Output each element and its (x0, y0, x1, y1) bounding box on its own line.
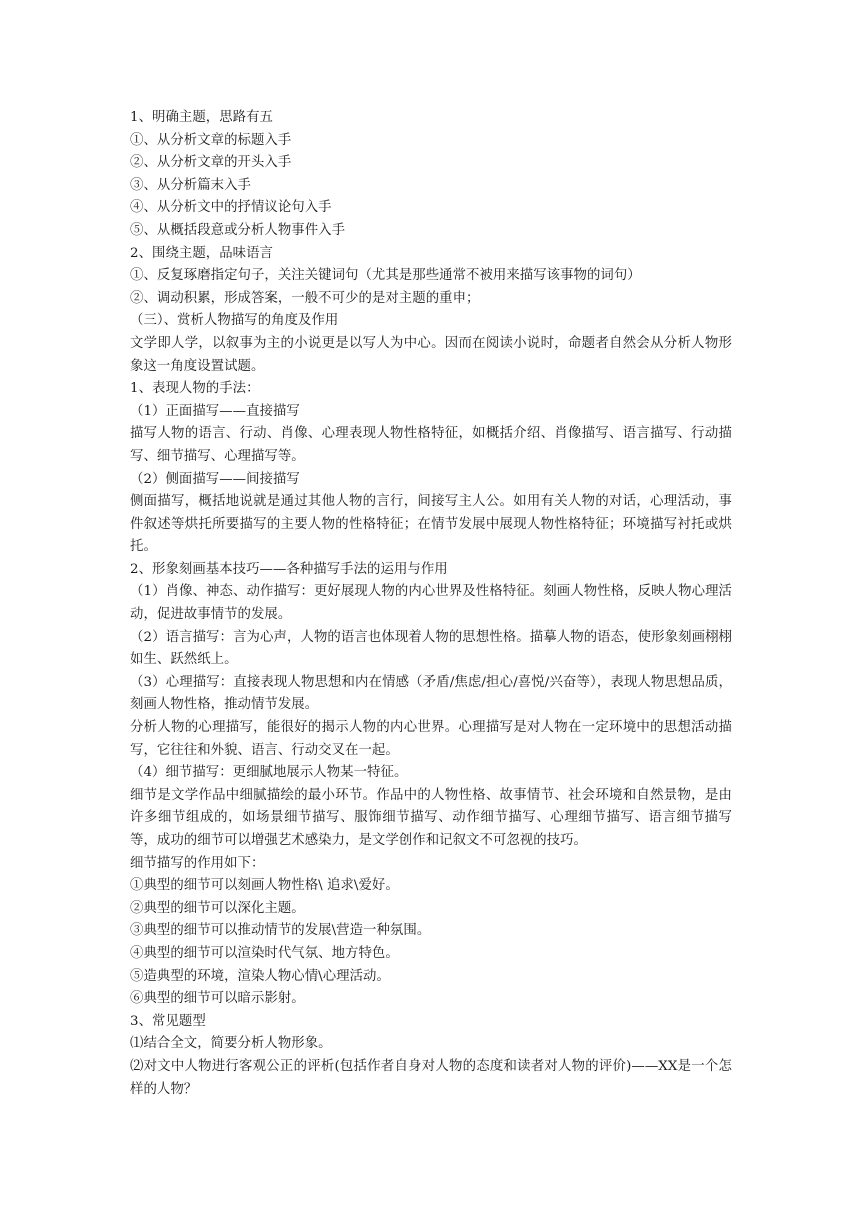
list-item: ④典型的细节可以渲染时代气氛、地方特色。 (130, 945, 399, 961)
paragraph: 描写人物的语言、行动、肖像、心理表现人物性格特征，如概括介绍、肖像描写、语言描写、行动描写、细节描写、心理描写等。 (130, 426, 732, 464)
list-item: ⑵对文中人物进行客观公正的评析(包括作者自身对人物的态度和读者对人物的评价)——XX是一个怎样的人物？ (130, 1058, 732, 1097)
document-body (130, 107, 732, 1101)
heading-techniques: 1、表现人物的手法： (130, 381, 260, 397)
list-item: ①、从分析文章的标题入手 (130, 132, 292, 148)
section-heading-character-description: （三）、赏析人物描写的角度及作用 (130, 313, 339, 329)
list-item: ⑤、从概括段意或分析人物事件入手 (130, 222, 346, 238)
heading-image-techniques: 2、形象刻画基本技巧——各种描写手法的运用与作用 (130, 561, 448, 577)
list-item: ④、从分析文中的抒情议论句入手 (130, 200, 332, 216)
list-item: ③典型的细节可以推动情节的发展\营造一种氛围。 (130, 923, 431, 939)
list-item: ②典型的细节可以深化主题。 (130, 900, 305, 916)
list-item: ⑤造典型的环境，渲染人物心情\心理活动。 (130, 968, 390, 984)
paragraph: 侧面描写，概括地说就是通过其他人物的言行，间接写主人公。如用有关人物的对话，心理活动，事件叙述等烘托所要描写的主要人物的性格特征；在情节发展中展现人物性格特征；环境描写衬托或烘托。 (130, 494, 732, 555)
paragraph: 细节是文学作品中细腻描绘的最小环节。作品中的人物性格、故事情节、社会环境和自然景物，是由许多细节组成的，如场景细节描写、服饰细节描写、动作细节描写、心理细节描写、语言细节描写等，成功的细节可以增强艺术感染力，是文学创作和记叙文不可忽视的技巧。 (130, 787, 732, 848)
heading-savor-language: 2、围绕主题，品味语言 (130, 245, 273, 261)
list-item: ②、从分析文章的开头入手 (130, 155, 292, 171)
list-item: ⑥典型的细节可以暗示影射。 (130, 991, 305, 1007)
paragraph: （1）肖像、神态、动作描写：更好展现人物的内心世界及性格特征。刻画人物性格，反映人物心理活动，促进故事情节的发展。 (130, 584, 732, 623)
list-item: ①、反复琢磨指定句子，关注关键词句（尤其是那些通常不被用来描写该事物的词句） (130, 268, 641, 284)
list-item: ⑴结合全文，简要分析人物形象。 (130, 1036, 332, 1052)
list-item: ③、从分析篇末入手 (130, 177, 251, 193)
heading-clarify-theme: 1、明确主题，思路有五 (130, 110, 273, 125)
detail-functions-intro: 细节描写的作用如下： (130, 855, 265, 871)
paragraph: （3）心理描写：直接表现人物思想和内在情感（矛盾/焦虑/担心/喜悦/兴奋等），表现人物思想品质，刻画人物性格，推动情节发展。 (130, 674, 732, 713)
paragraph: 分析人物的心理描写，能很好的揭示人物的内心世界。心理描写是对人物在一定环境中的思想活动描写，它往往和外貌、语言、行动交叉在一起。 (130, 720, 732, 758)
heading-common-questions: 3、常见题型 (130, 1013, 206, 1029)
subheading-detail-description: （4）细节描写：更细腻地展示人物某一特征。 (130, 765, 408, 781)
subheading-indirect-description: （2）侧面描写——间接描写 (130, 471, 300, 487)
subheading-direct-description: （1）正面描写——直接描写 (130, 403, 300, 419)
paragraph: （2）语言描写：言为心声，人物的语言也体现着人物的思想性格。描摹人物的语态，使形象刻画栩栩如生、跃然纸上。 (130, 629, 732, 668)
paragraph: 文学即人学，以叙事为主的小说更是以写人为中心。因而在阅读小说时，命题者自然会从分析人物形象这一角度设置试题。 (130, 335, 732, 374)
list-item: ①典型的细节可以刻画人物性格\ 追求\爱好。 (130, 878, 399, 894)
list-item: ②、调动积累，形成答案，一般不可少的是对主题的重申； (130, 290, 480, 306)
